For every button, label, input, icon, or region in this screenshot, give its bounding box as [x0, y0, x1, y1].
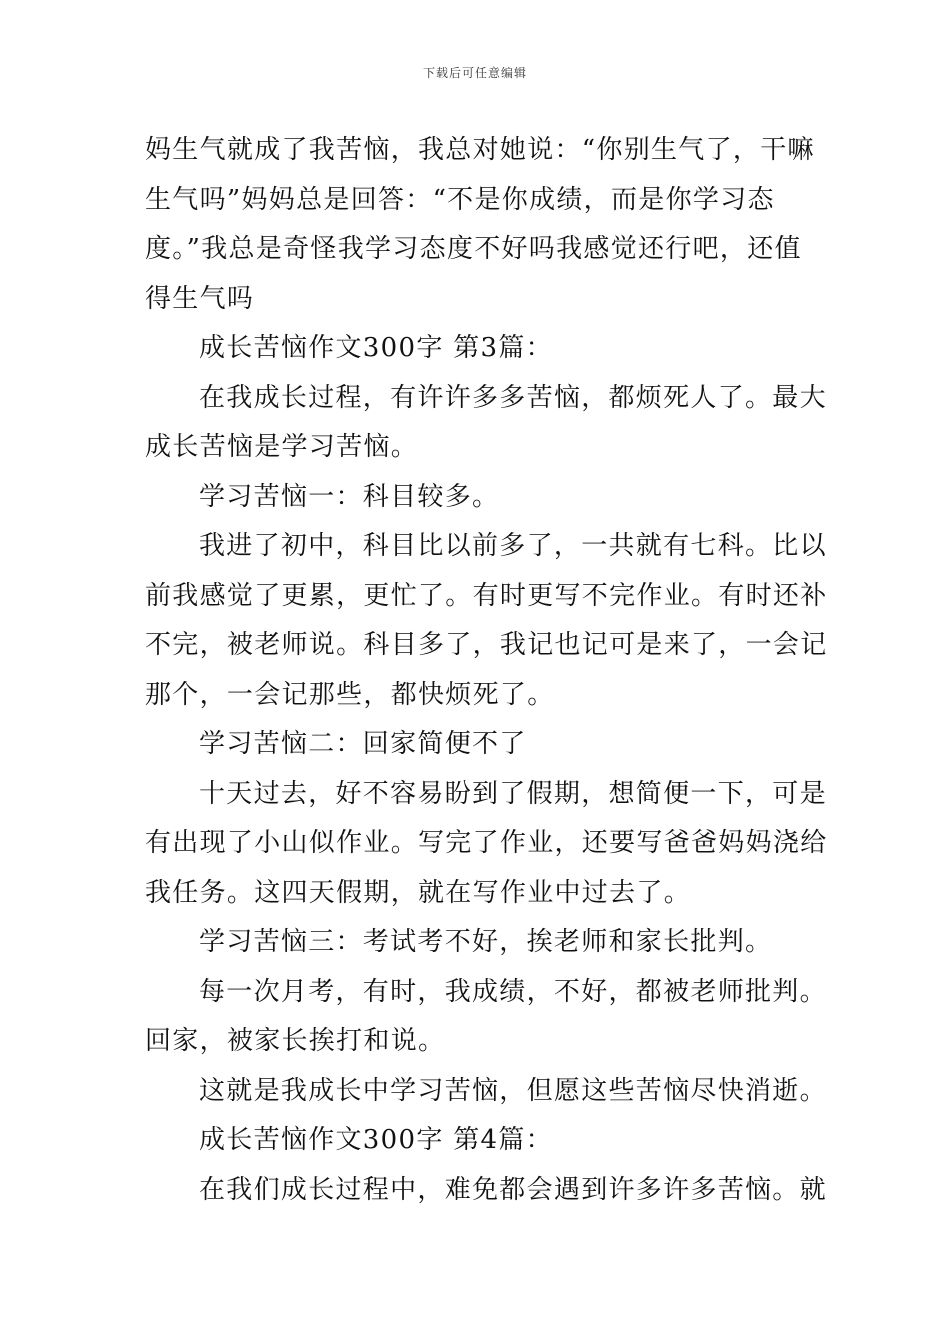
text-line: 在我成长过程，有许许多多苦恼，都烦死人了。最大 [199, 382, 827, 413]
text-line: 我任务。这四天假期，就在写作业中过去了。 [145, 877, 692, 908]
section-heading: 成长苦恼作文300字 第3篇： [199, 333, 553, 363]
document-body [145, 126, 828, 1215]
subheading: 学习苦恼二：回家简便不了 [199, 729, 527, 759]
subheading: 学习苦恼三：考试考不好，挨老师和家长批判。 [199, 927, 773, 957]
text-line: 每一次月考，有时，我成绩，不好，都被老师批判。 [199, 976, 827, 1007]
text-line: 那个，一会记那些，都快烦死了。 [145, 679, 555, 710]
text-line: 有出现了小山似作业。写完了作业，还要写爸爸妈妈浇给 [145, 828, 828, 858]
text-line: 成长苦恼是学习苦恼。 [145, 432, 419, 462]
text-line: 这就是我成长中学习苦恼，但愿这些苦恼尽快消逝。 [199, 1075, 827, 1106]
text-line: 在我们成长过程中，难免都会遇到许多许多苦恼。就 [199, 1174, 827, 1205]
text-line: 我进了初中，科目比以前多了，一共就有七科。比以 [199, 531, 827, 561]
page-header: 下载后可任意编辑 [422, 66, 527, 80]
text-line: 回家，被家长挨打和说。 [145, 1026, 446, 1056]
text-line: 十天过去，好不容易盼到了假期，想简便一下，可是 [199, 778, 827, 809]
text-line: 度。”我总是奇怪我学习态度不好吗我感觉还行吧，还值 [145, 234, 802, 264]
text-line: 前我感觉了更累，更忙了。有时更写不完作业。有时还补 [145, 580, 828, 611]
text-line: 妈生气就成了我苦恼，我总对她说：“你别生气了，干嘛 [145, 135, 815, 165]
text-line: 不完，被老师说。科目多了，我记也记可是来了，一会记 [145, 630, 828, 660]
section-heading: 成长苦恼作文300字 第4篇： [199, 1125, 553, 1155]
text-line: 得生气吗 [145, 283, 255, 314]
subheading: 学习苦恼一：科目较多。 [199, 481, 500, 512]
text-line: 生气吗”妈妈总是回答：“不是你成绩，而是你学习态 [145, 184, 775, 215]
